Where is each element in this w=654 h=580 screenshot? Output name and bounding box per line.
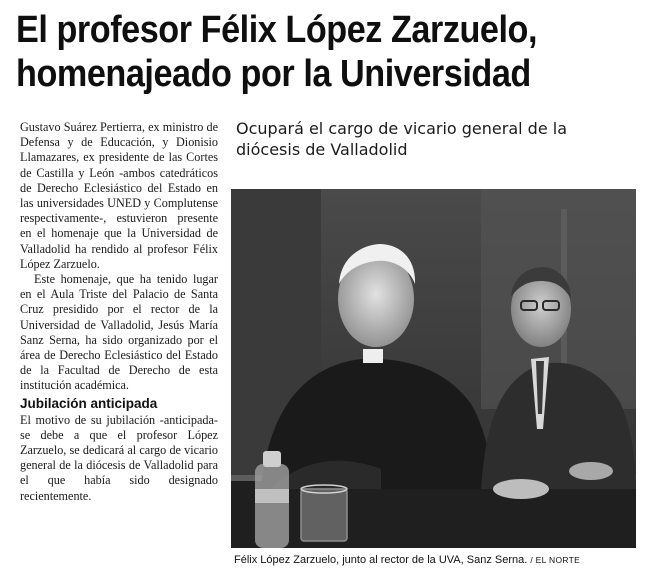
section-heading: Jubilación anticipada	[20, 395, 158, 411]
headline-line-2: homenajeado por la Universidad	[16, 53, 531, 95]
article-subhead: Ocupará el cargo de vicario general de la diócesis de Valladolid	[236, 119, 567, 159]
news-photo	[231, 189, 636, 548]
photo-caption	[234, 553, 644, 567]
headline-line-1: El profesor Félix López Zarzuelo,	[16, 9, 538, 51]
photo-illustration	[231, 189, 636, 548]
section-paragraph: El motivo de su jubilación -anticipada- se debe a que el profesor López Zarzuelo, se dedicará al cargo de vicario general de la diócesis de Valladolid para el que había sido designado recientemente.	[20, 412, 218, 503]
article-paragraph-2: Este homenaje, que ha tenido lugar en el Aula Triste del Palacio de Santa Cruz presidido por el rector de la Universidad de Valladolid, Jesús María Sanz Serna, ha sido organizado por el área de Derecho Eclesiástico del Estado de la Facultad de Derecho de esta institución académica.	[20, 272, 218, 393]
article-body	[20, 120, 218, 504]
headline	[16, 8, 583, 96]
caption-credit: / EL NORTE	[530, 555, 581, 565]
caption-text: Félix López Zarzuelo, junto al rector de la UVA, Sanz Serna.	[234, 554, 528, 566]
article-paragraph-1: Gustavo Suárez Pertierra, ex ministro de Defensa y de Educación, y Dionisio Llamazares, ex presidente de las Cortes de Castilla y León -ambos catedráticos de Derecho Eclesiástico del Estado en las universidades UNED y Complutense respectivamente-, estuvieron presente en el homenaje que la Universidad de Valladolid ha rendido al profesor Félix López Zarzuelo.	[20, 120, 218, 271]
